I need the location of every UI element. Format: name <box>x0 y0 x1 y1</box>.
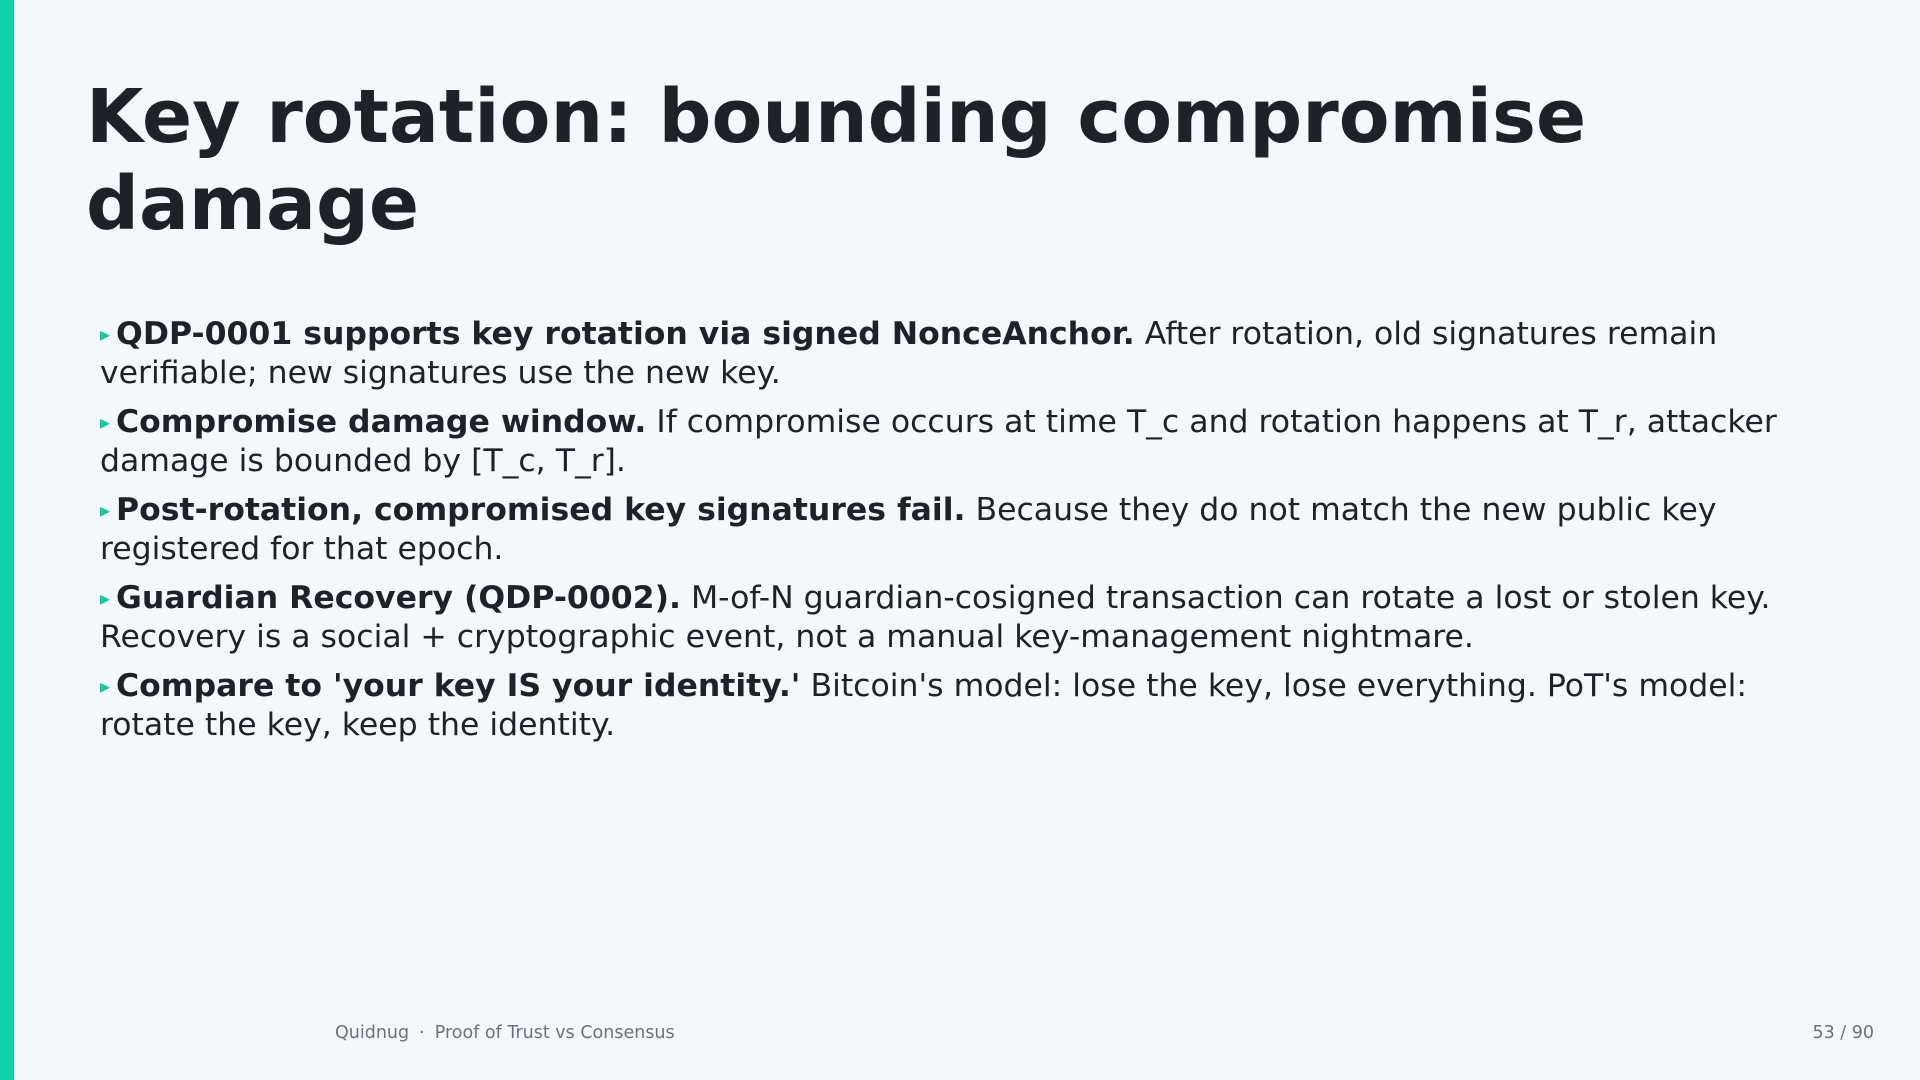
accent-bar <box>0 0 14 1080</box>
footer-deck-title: Proof of Trust vs Consensus <box>434 1023 675 1043</box>
bullet-item <box>100 403 1830 480</box>
bullet-item <box>100 667 1830 744</box>
bullet-text: Bitcoin's model: lose the key, lose everything. PoT's model: rotate the key, keep the identity. <box>100 668 1748 743</box>
bullet-item <box>100 579 1830 656</box>
bullet-text: Because they do not match the new public key registered for that epoch. <box>100 492 1717 567</box>
bullet-text: If compromise occurs at time T_c and rotation happens at T_r, attacker damage is bounded by [T_c, T_r]. <box>100 404 1777 479</box>
triangle-bullet-icon: ▸ <box>100 498 111 522</box>
bullet-item <box>100 315 1830 392</box>
bullet-heading: Post-rotation, compromised key signatures fail. <box>116 492 966 528</box>
triangle-bullet-icon: ▸ <box>100 586 111 610</box>
bullet-list <box>100 315 1830 755</box>
bullet-item <box>100 491 1830 568</box>
bullet-text: After rotation, old signatures remain verifiable; new signatures use the new key. <box>100 316 1718 391</box>
bullet-heading: Compare to 'your key IS your identity.' <box>116 668 801 704</box>
bullet-heading: Compromise damage window. <box>116 404 647 440</box>
page-number: 53 / 90 <box>1812 1023 1874 1043</box>
bullet-text: M-of-N guardian-cosigned transaction can rotate a lost or stolen key. Recovery is a social + cryptographic event, not a manual key-management nightmare. <box>100 580 1771 655</box>
triangle-bullet-icon: ▸ <box>100 322 111 346</box>
bullet-heading: Guardian Recovery (QDP-0002). <box>116 580 681 616</box>
footer <box>335 1023 675 1043</box>
triangle-bullet-icon: ▸ <box>100 674 111 698</box>
triangle-bullet-icon: ▸ <box>100 410 111 434</box>
slide-title: Key rotation: bounding compromise damage <box>86 74 1587 247</box>
bullet-heading: QDP-0001 supports key rotation via signed NonceAnchor. <box>116 316 1135 352</box>
footer-separator: · <box>419 1023 425 1043</box>
footer-org: Quidnug <box>335 1023 410 1043</box>
